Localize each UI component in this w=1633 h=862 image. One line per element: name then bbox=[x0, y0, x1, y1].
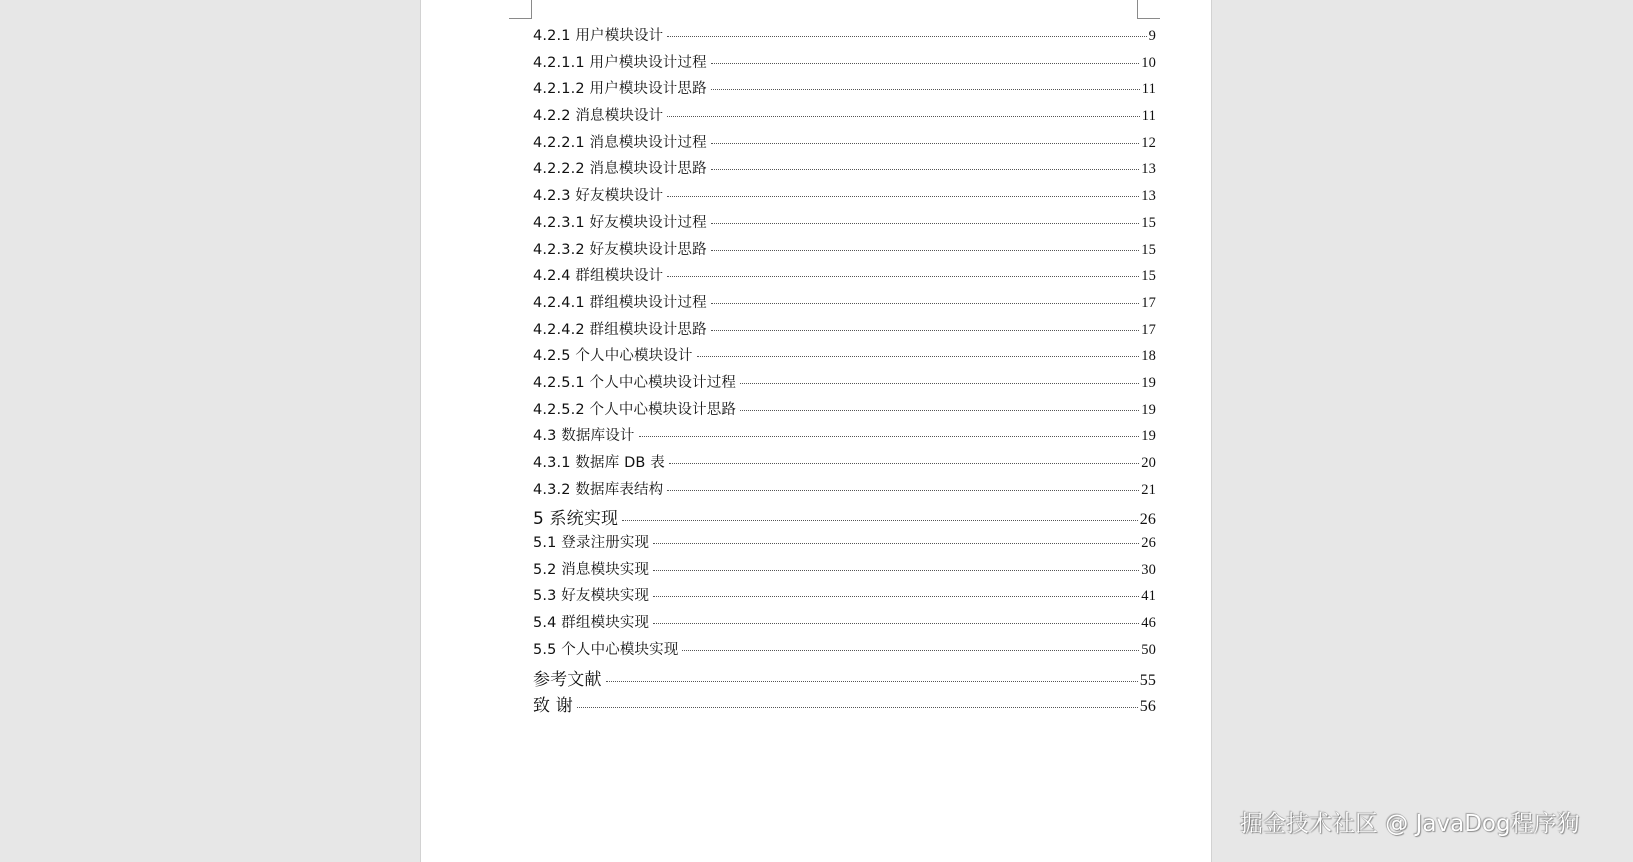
toc-entry[interactable] bbox=[533, 24, 1156, 51]
toc-entry-title: 4.3 数据库设计 bbox=[533, 428, 635, 445]
toc-dot-leader bbox=[711, 329, 1139, 331]
toc-entry-title: 4.2.2 消息模块设计 bbox=[533, 108, 664, 125]
toc-dot-leader bbox=[697, 355, 1140, 357]
toc-entry-title: 4.2.3.2 好友模块设计思路 bbox=[533, 241, 707, 258]
toc-dot-leader bbox=[711, 249, 1139, 251]
toc-entry-page-number: 9 bbox=[1148, 28, 1156, 44]
toc-entry-page-number: 15 bbox=[1141, 268, 1156, 285]
toc-entry-page-number: 19 bbox=[1141, 401, 1156, 418]
toc-entry-title: 参考文献 bbox=[533, 669, 602, 690]
toc-dot-leader bbox=[577, 706, 1138, 708]
toc-entry-title: 4.2.3 好友模块设计 bbox=[533, 188, 664, 205]
toc-entry[interactable] bbox=[533, 531, 1156, 558]
toc-entry[interactable] bbox=[533, 211, 1156, 238]
toc-dot-leader bbox=[711, 168, 1139, 170]
toc-entry[interactable] bbox=[533, 157, 1156, 184]
toc-dot-leader bbox=[639, 435, 1140, 437]
toc-entry[interactable] bbox=[533, 77, 1156, 104]
toc-entry-title: 5 系统实现 bbox=[533, 509, 619, 530]
toc-entry-page-number: 41 bbox=[1141, 588, 1156, 605]
toc-entry-title: 4.2.1.1 用户模块设计过程 bbox=[533, 54, 707, 71]
toc-entry[interactable] bbox=[533, 504, 1156, 531]
toc-dot-leader bbox=[622, 519, 1138, 521]
toc-dot-leader bbox=[653, 622, 1139, 624]
toc-entry-title: 4.3.2 数据库表结构 bbox=[533, 481, 664, 498]
toc-entry-title: 4.2.1 用户模块设计 bbox=[533, 28, 664, 44]
toc-entry-title: 4.2.5.1 个人中心模块设计过程 bbox=[533, 374, 737, 391]
toc-dot-leader bbox=[667, 115, 1139, 117]
toc-entry[interactable] bbox=[533, 398, 1156, 425]
toc-entry-title: 4.2.5 个人中心模块设计 bbox=[533, 348, 693, 365]
toc-dot-leader bbox=[711, 62, 1139, 64]
toc-entry-title: 4.2.5.2 个人中心模块设计思路 bbox=[533, 401, 737, 418]
toc-entry-page-number: 21 bbox=[1141, 481, 1156, 498]
toc-entry-title: 4.2.3.1 好友模块设计过程 bbox=[533, 214, 707, 231]
toc-entry[interactable] bbox=[533, 638, 1156, 665]
toc-entry-page-number: 15 bbox=[1141, 214, 1156, 231]
toc-entry-title: 4.2.1.2 用户模块设计思路 bbox=[533, 81, 707, 98]
toc-entry[interactable] bbox=[533, 424, 1156, 451]
toc-entry-page-number: 46 bbox=[1141, 615, 1156, 632]
toc-entry-page-number: 19 bbox=[1141, 374, 1156, 391]
toc-entry[interactable] bbox=[533, 478, 1156, 505]
toc-entry-page-number: 17 bbox=[1141, 294, 1156, 311]
toc-entry[interactable] bbox=[533, 584, 1156, 611]
toc-dot-leader bbox=[667, 489, 1139, 491]
toc-dot-leader bbox=[740, 409, 1139, 411]
watermark: 掘金技术社区 @ JavaDog程序狗 bbox=[1240, 811, 1580, 837]
toc-entry-page-number: 18 bbox=[1141, 348, 1156, 365]
toc-dot-leader bbox=[667, 35, 1146, 37]
crop-mark-top-right bbox=[1137, 0, 1160, 19]
toc-dot-leader bbox=[711, 142, 1139, 144]
toc-dot-leader bbox=[711, 222, 1139, 224]
crop-mark-top-left bbox=[509, 0, 532, 19]
toc-entry-page-number: 17 bbox=[1141, 321, 1156, 338]
toc-entry-page-number: 26 bbox=[1139, 511, 1156, 529]
toc-entry[interactable] bbox=[533, 451, 1156, 478]
toc-entry[interactable] bbox=[533, 344, 1156, 371]
toc-entry-page-number: 20 bbox=[1141, 455, 1156, 471]
table-of-contents bbox=[533, 24, 1156, 718]
toc-entry[interactable] bbox=[533, 665, 1156, 692]
toc-entry[interactable] bbox=[533, 611, 1156, 638]
toc-entry-page-number: 11 bbox=[1141, 108, 1156, 125]
toc-dot-leader bbox=[653, 569, 1139, 571]
toc-entry-title: 4.2.2.2 消息模块设计思路 bbox=[533, 161, 707, 178]
toc-entry-title: 5.2 消息模块实现 bbox=[533, 561, 650, 578]
toc-dot-leader bbox=[711, 88, 1140, 90]
toc-entry-page-number: 13 bbox=[1141, 188, 1156, 205]
toc-dot-leader bbox=[606, 680, 1138, 682]
toc-entry-title: 4.2.2.1 消息模块设计过程 bbox=[533, 134, 707, 151]
toc-entry[interactable] bbox=[533, 104, 1156, 131]
toc-entry-title: 4.2.4 群组模块设计 bbox=[533, 268, 664, 285]
toc-dot-leader bbox=[667, 275, 1139, 277]
toc-entry[interactable] bbox=[533, 371, 1156, 398]
toc-entry-title: 4.2.4.2 群组模块设计思路 bbox=[533, 321, 707, 338]
toc-entry-page-number: 11 bbox=[1141, 81, 1156, 98]
toc-dot-leader bbox=[682, 649, 1139, 651]
toc-entry-page-number: 55 bbox=[1139, 671, 1156, 689]
toc-entry-page-number: 13 bbox=[1141, 161, 1156, 178]
toc-entry-title: 5.3 好友模块实现 bbox=[533, 588, 650, 605]
toc-entry-page-number: 26 bbox=[1141, 535, 1156, 552]
toc-entry-page-number: 19 bbox=[1141, 428, 1156, 445]
toc-dot-leader bbox=[711, 302, 1139, 304]
toc-entry-page-number: 56 bbox=[1139, 698, 1156, 716]
toc-entry[interactable] bbox=[533, 264, 1156, 291]
toc-entry-page-number: 15 bbox=[1141, 241, 1156, 258]
toc-entry-title: 致 谢 bbox=[533, 696, 573, 717]
toc-entry-title: 5.4 群组模块实现 bbox=[533, 615, 650, 632]
toc-entry[interactable] bbox=[533, 184, 1156, 211]
toc-entry[interactable] bbox=[533, 238, 1156, 265]
toc-dot-leader bbox=[667, 195, 1139, 197]
toc-entry-title: 4.2.4.1 群组模块设计过程 bbox=[533, 294, 707, 311]
toc-entry[interactable] bbox=[533, 291, 1156, 318]
toc-entry-title: 5.5 个人中心模块实现 bbox=[533, 641, 679, 658]
toc-entry-title: 5.1 登录注册实现 bbox=[533, 535, 650, 552]
document-page bbox=[420, 0, 1212, 862]
toc-entry[interactable] bbox=[533, 318, 1156, 345]
toc-entry-title: 4.3.1 数据库 DB 表 bbox=[533, 455, 665, 471]
toc-dot-leader bbox=[653, 595, 1139, 597]
toc-entry[interactable] bbox=[533, 131, 1156, 158]
toc-entry-page-number: 10 bbox=[1141, 54, 1156, 71]
toc-dot-leader bbox=[740, 382, 1139, 384]
toc-entry[interactable] bbox=[533, 691, 1156, 718]
toc-entry[interactable] bbox=[533, 558, 1156, 585]
toc-entry[interactable] bbox=[533, 51, 1156, 78]
toc-entry-page-number: 12 bbox=[1141, 134, 1156, 151]
toc-dot-leader bbox=[669, 462, 1139, 464]
toc-dot-leader bbox=[653, 542, 1139, 544]
toc-entry-page-number: 30 bbox=[1141, 561, 1156, 578]
toc-entry-page-number: 50 bbox=[1141, 641, 1156, 658]
